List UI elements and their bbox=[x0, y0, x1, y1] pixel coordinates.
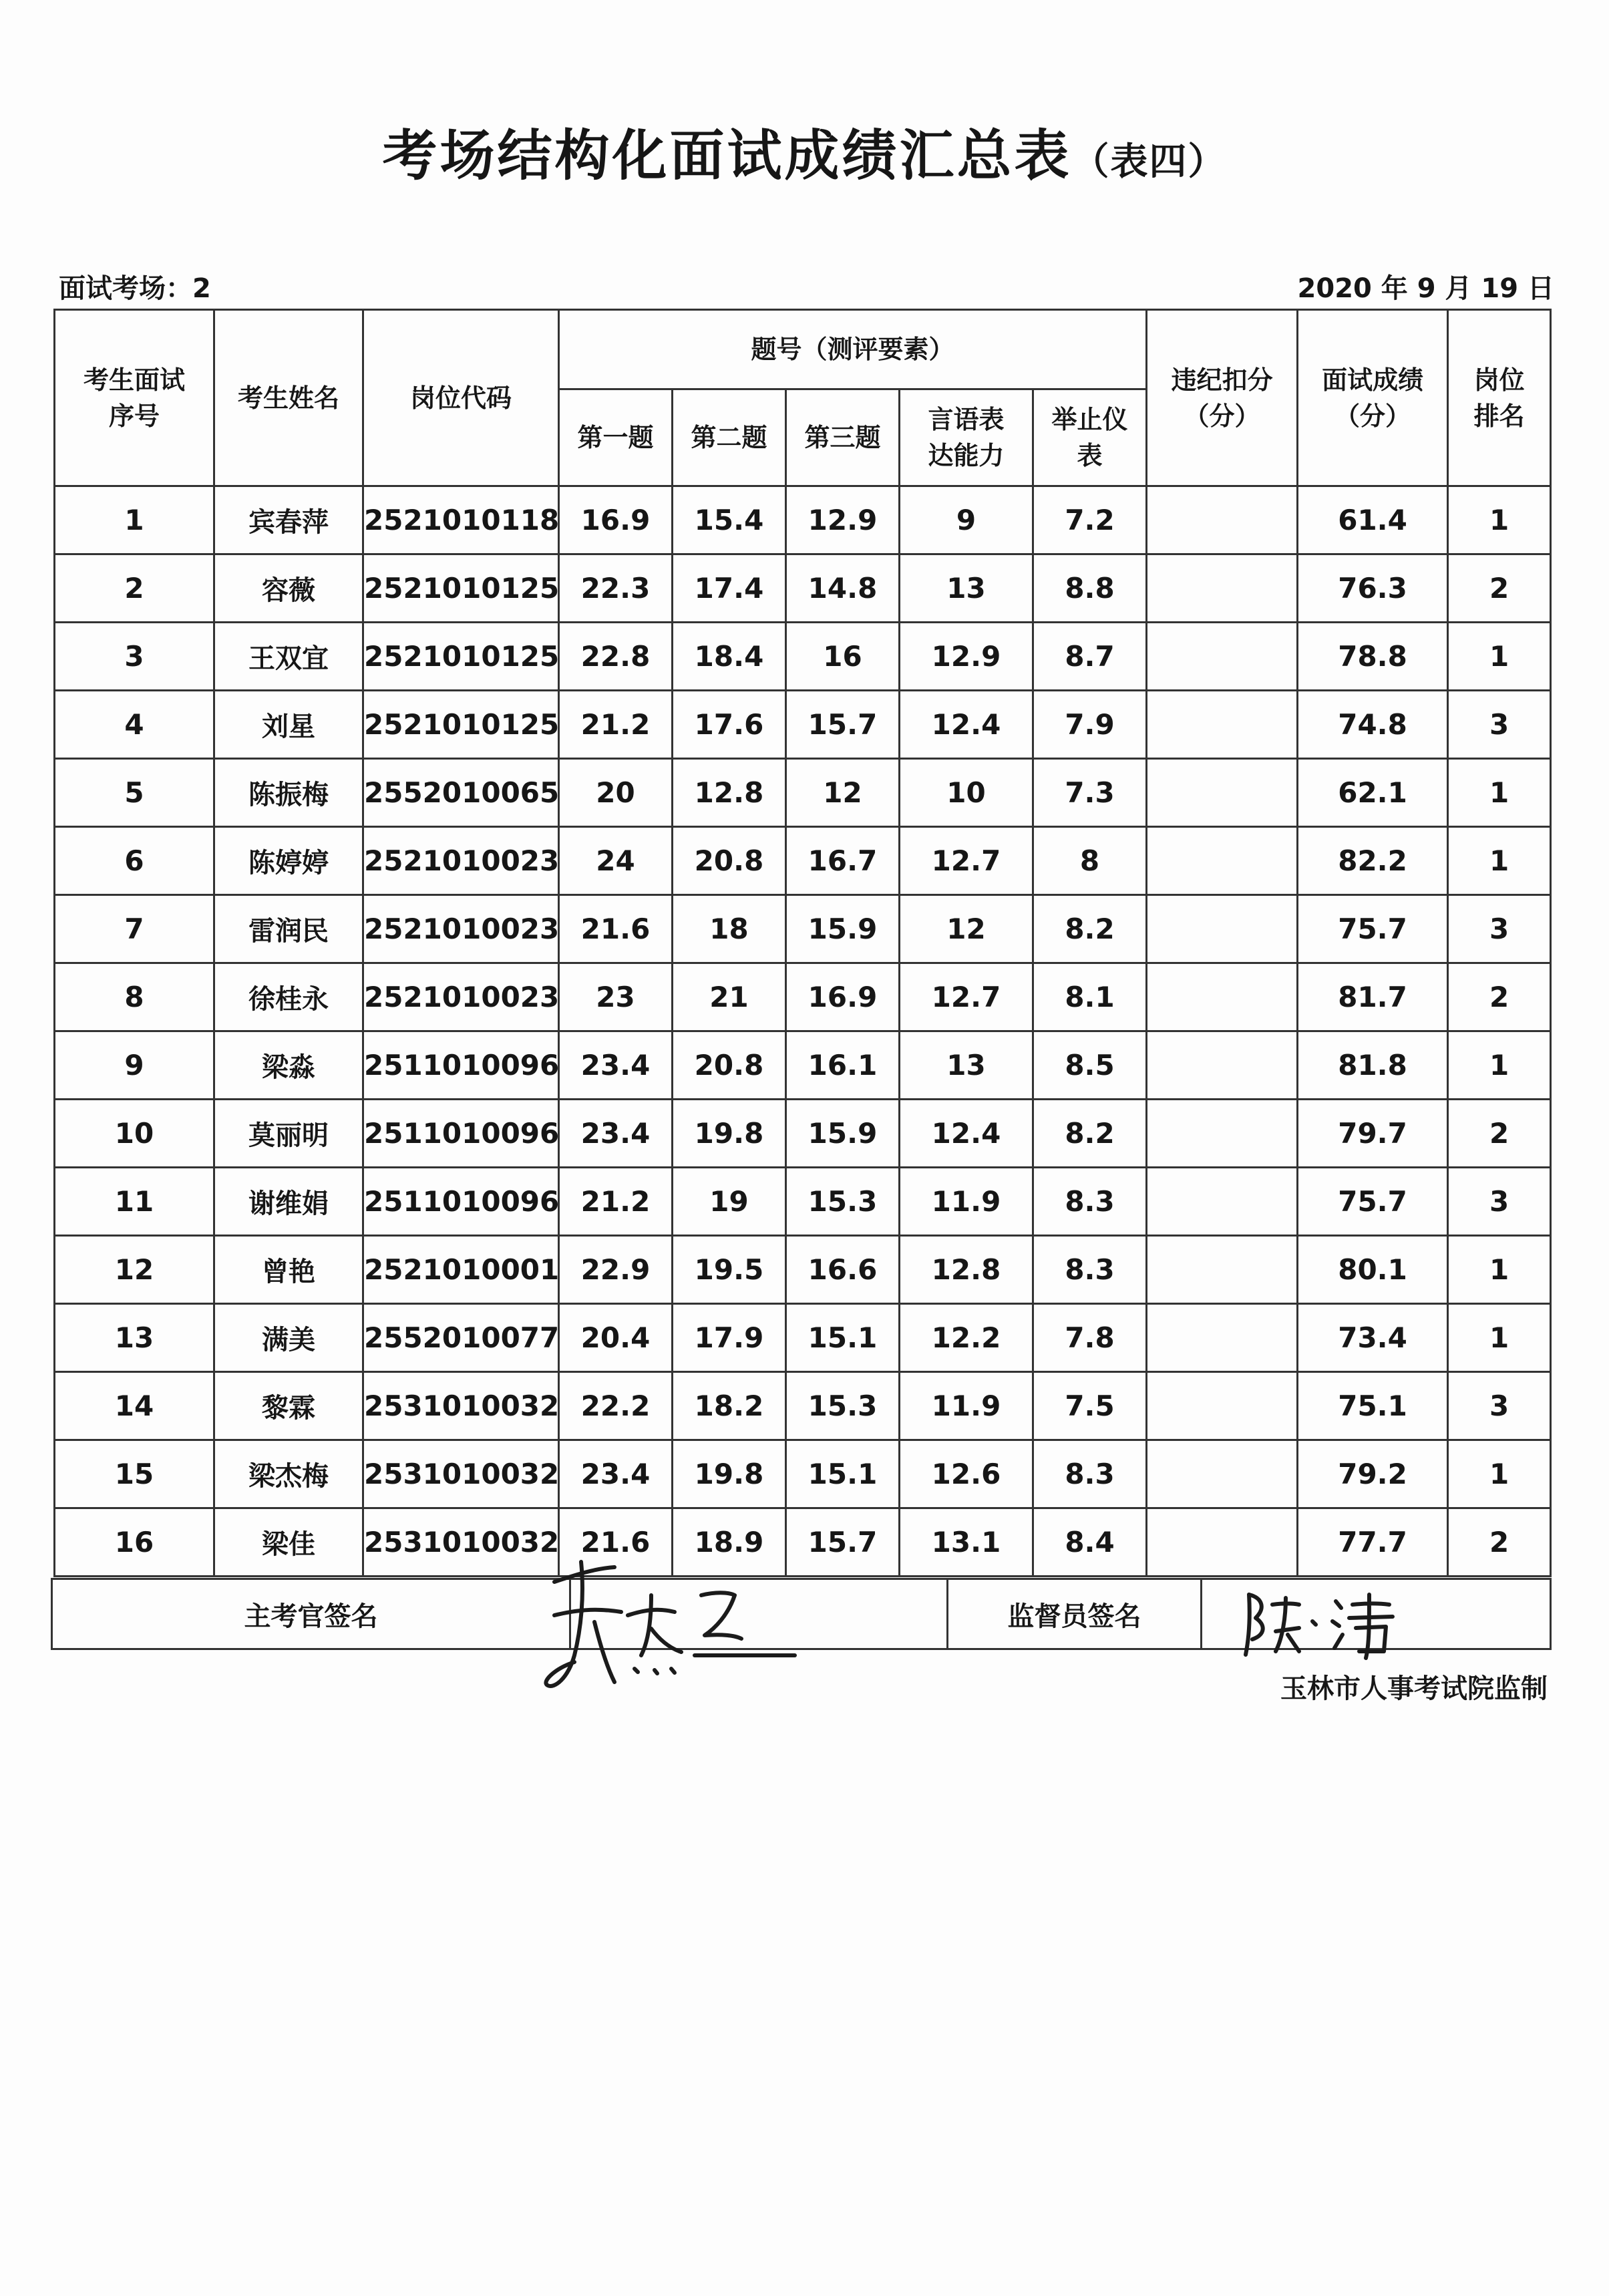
header-code: 岗位代码 bbox=[363, 310, 559, 486]
cell-q1: 21.6 bbox=[559, 1508, 673, 1577]
cell-code: 2552010077 bbox=[363, 1304, 559, 1372]
header-q1: 第一题 bbox=[559, 389, 673, 486]
table-row bbox=[55, 759, 1551, 827]
cell-seq: 5 bbox=[55, 759, 214, 827]
cell-q1: 22.3 bbox=[559, 554, 673, 623]
cell-q1: 20 bbox=[559, 759, 673, 827]
cell-q3: 16 bbox=[786, 623, 900, 691]
cell-q1: 24 bbox=[559, 827, 673, 895]
cell-rank: 1 bbox=[1448, 1031, 1551, 1100]
header-q3: 第三题 bbox=[786, 389, 900, 486]
cell-speech: 12.9 bbox=[900, 623, 1033, 691]
cell-score: 75.1 bbox=[1298, 1372, 1448, 1440]
cell-name: 容薇 bbox=[214, 554, 363, 623]
cell-deduction bbox=[1147, 486, 1298, 554]
cell-q2: 12.8 bbox=[673, 759, 786, 827]
cell-q1: 16.9 bbox=[559, 486, 673, 554]
cell-q2: 19.8 bbox=[673, 1100, 786, 1168]
cell-q1: 22.9 bbox=[559, 1236, 673, 1304]
table-row bbox=[55, 963, 1551, 1031]
cell-speech: 12 bbox=[900, 895, 1033, 963]
cell-q1: 21.2 bbox=[559, 1168, 673, 1236]
cell-rank: 1 bbox=[1448, 623, 1551, 691]
header-rank bbox=[1448, 310, 1551, 486]
cell-q3: 12.9 bbox=[786, 486, 900, 554]
cell-q3: 12 bbox=[786, 759, 900, 827]
header-score-text: 面试成绩（分） bbox=[1322, 365, 1424, 431]
cell-manner: 8.3 bbox=[1033, 1440, 1147, 1508]
cell-q2: 19.5 bbox=[673, 1236, 786, 1304]
cell-rank: 3 bbox=[1448, 691, 1551, 759]
cell-q2: 21 bbox=[673, 963, 786, 1031]
cell-code: 2521010023 bbox=[363, 963, 559, 1031]
cell-q2: 15.4 bbox=[673, 486, 786, 554]
cell-deduction bbox=[1147, 963, 1298, 1031]
cell-speech: 13 bbox=[900, 1031, 1033, 1100]
cell-score: 81.8 bbox=[1298, 1031, 1448, 1100]
exam-date: 2020 年 9 月 19 日 bbox=[1297, 273, 1554, 304]
cell-q1: 21.2 bbox=[559, 691, 673, 759]
cell-q2: 18.9 bbox=[673, 1508, 786, 1577]
cell-manner: 8.3 bbox=[1033, 1236, 1147, 1304]
cell-manner: 8.8 bbox=[1033, 554, 1147, 623]
cell-name: 曾艳 bbox=[214, 1236, 363, 1304]
cell-code: 2511010096 bbox=[363, 1100, 559, 1168]
cell-seq: 6 bbox=[55, 827, 214, 895]
cell-code: 2552010065 bbox=[363, 759, 559, 827]
cell-score: 79.7 bbox=[1298, 1100, 1448, 1168]
cell-q2: 20.8 bbox=[673, 827, 786, 895]
cell-q2: 18.2 bbox=[673, 1372, 786, 1440]
cell-speech: 11.9 bbox=[900, 1372, 1033, 1440]
title-suffix: （表四） bbox=[1071, 140, 1227, 184]
cell-deduction bbox=[1147, 1440, 1298, 1508]
cell-name: 雷润民 bbox=[214, 895, 363, 963]
cell-q1: 20.4 bbox=[559, 1304, 673, 1372]
cell-code: 2531010032 bbox=[363, 1440, 559, 1508]
cell-speech: 13.1 bbox=[900, 1508, 1033, 1577]
cell-manner: 8.2 bbox=[1033, 1100, 1147, 1168]
cell-rank: 1 bbox=[1448, 1440, 1551, 1508]
table-row bbox=[55, 1168, 1551, 1236]
table-row bbox=[55, 1372, 1551, 1440]
cell-seq: 8 bbox=[55, 963, 214, 1031]
exam-room: 面试考场：2 bbox=[59, 273, 211, 304]
cell-q2: 17.6 bbox=[673, 691, 786, 759]
cell-code: 2521010125 bbox=[363, 691, 559, 759]
cell-rank: 3 bbox=[1448, 1372, 1551, 1440]
cell-rank: 1 bbox=[1448, 827, 1551, 895]
cell-speech: 12.4 bbox=[900, 1100, 1033, 1168]
header-speech-text: 言语表达能力 bbox=[928, 405, 1005, 470]
cell-seq: 12 bbox=[55, 1236, 214, 1304]
table-row bbox=[55, 895, 1551, 963]
cell-speech: 12.8 bbox=[900, 1236, 1033, 1304]
cell-name: 莫丽明 bbox=[214, 1100, 363, 1168]
cell-manner: 7.3 bbox=[1033, 759, 1147, 827]
cell-name: 刘星 bbox=[214, 691, 363, 759]
cell-q1: 23.4 bbox=[559, 1100, 673, 1168]
cell-seq: 13 bbox=[55, 1304, 214, 1372]
cell-seq: 10 bbox=[55, 1100, 214, 1168]
cell-manner: 7.2 bbox=[1033, 486, 1147, 554]
cell-manner: 8 bbox=[1033, 827, 1147, 895]
cell-name: 陈婷婷 bbox=[214, 827, 363, 895]
cell-seq: 11 bbox=[55, 1168, 214, 1236]
cell-q2: 19 bbox=[673, 1168, 786, 1236]
cell-score: 82.2 bbox=[1298, 827, 1448, 895]
cell-deduction bbox=[1147, 1236, 1298, 1304]
cell-q3: 15.1 bbox=[786, 1304, 900, 1372]
table-row bbox=[55, 1100, 1551, 1168]
cell-score: 81.7 bbox=[1298, 963, 1448, 1031]
table-body bbox=[55, 486, 1551, 1577]
cell-manner: 7.5 bbox=[1033, 1372, 1147, 1440]
header-seq-text: 考生面试序号 bbox=[83, 365, 186, 431]
table-row bbox=[55, 554, 1551, 623]
cell-manner: 8.7 bbox=[1033, 623, 1147, 691]
cell-deduction bbox=[1147, 1508, 1298, 1577]
cell-code: 2511010096 bbox=[363, 1031, 559, 1100]
cell-name: 满美 bbox=[214, 1304, 363, 1372]
cell-code: 2521010023 bbox=[363, 895, 559, 963]
table-row bbox=[55, 827, 1551, 895]
cell-deduction bbox=[1147, 759, 1298, 827]
table-row bbox=[55, 1440, 1551, 1508]
cell-q1: 22.8 bbox=[559, 623, 673, 691]
table-row bbox=[55, 691, 1551, 759]
cell-q3: 15.7 bbox=[786, 1508, 900, 1577]
cell-seq: 7 bbox=[55, 895, 214, 963]
cell-seq: 4 bbox=[55, 691, 214, 759]
cell-name: 徐桂永 bbox=[214, 963, 363, 1031]
cell-deduction bbox=[1147, 895, 1298, 963]
cell-seq: 9 bbox=[55, 1031, 214, 1100]
cell-manner: 7.9 bbox=[1033, 691, 1147, 759]
cell-q2: 17.4 bbox=[673, 554, 786, 623]
header-speech bbox=[900, 389, 1033, 486]
cell-rank: 1 bbox=[1448, 486, 1551, 554]
cell-speech: 9 bbox=[900, 486, 1033, 554]
header-deduction bbox=[1147, 310, 1298, 486]
cell-q3: 16.7 bbox=[786, 827, 900, 895]
cell-deduction bbox=[1147, 1372, 1298, 1440]
cell-seq: 14 bbox=[55, 1372, 214, 1440]
cell-seq: 15 bbox=[55, 1440, 214, 1508]
cell-code: 2521010023 bbox=[363, 827, 559, 895]
cell-deduction bbox=[1147, 623, 1298, 691]
cell-q3: 15.3 bbox=[786, 1372, 900, 1440]
cell-rank: 1 bbox=[1448, 1236, 1551, 1304]
cell-name: 梁杰梅 bbox=[214, 1440, 363, 1508]
document-title bbox=[0, 112, 1609, 190]
cell-code: 2521010001 bbox=[363, 1236, 559, 1304]
cell-q2: 17.9 bbox=[673, 1304, 786, 1372]
cell-code: 2511010096 bbox=[363, 1168, 559, 1236]
header-deduction-text: 违纪扣分（分） bbox=[1171, 365, 1273, 431]
cell-deduction bbox=[1147, 691, 1298, 759]
cell-seq: 1 bbox=[55, 486, 214, 554]
cell-name: 黎霖 bbox=[214, 1372, 363, 1440]
cell-seq: 3 bbox=[55, 623, 214, 691]
cell-score: 77.7 bbox=[1298, 1508, 1448, 1577]
cell-q2: 20.8 bbox=[673, 1031, 786, 1100]
cell-speech: 10 bbox=[900, 759, 1033, 827]
cell-score: 74.8 bbox=[1298, 691, 1448, 759]
cell-score: 79.2 bbox=[1298, 1440, 1448, 1508]
cell-speech: 12.7 bbox=[900, 963, 1033, 1031]
cell-name: 谢维娟 bbox=[214, 1168, 363, 1236]
header-score bbox=[1298, 310, 1448, 486]
cell-score: 61.4 bbox=[1298, 486, 1448, 554]
chief-signature bbox=[534, 1555, 815, 1709]
table-row bbox=[55, 486, 1551, 554]
header-q2: 第二题 bbox=[673, 389, 786, 486]
cell-name: 王双宜 bbox=[214, 623, 363, 691]
cell-q3: 15.3 bbox=[786, 1168, 900, 1236]
cell-q1: 23.4 bbox=[559, 1440, 673, 1508]
cell-rank: 3 bbox=[1448, 895, 1551, 963]
cell-deduction bbox=[1147, 1304, 1298, 1372]
cell-q3: 16.1 bbox=[786, 1031, 900, 1100]
cell-manner: 8.3 bbox=[1033, 1168, 1147, 1236]
cell-q3: 15.7 bbox=[786, 691, 900, 759]
cell-manner: 8.2 bbox=[1033, 895, 1147, 963]
cell-score: 76.3 bbox=[1298, 554, 1448, 623]
cell-score: 75.7 bbox=[1298, 895, 1448, 963]
cell-deduction bbox=[1147, 1168, 1298, 1236]
cell-code: 2531010032 bbox=[363, 1372, 559, 1440]
cell-q1: 23.4 bbox=[559, 1031, 673, 1100]
table-row bbox=[55, 1236, 1551, 1304]
cell-manner: 8.4 bbox=[1033, 1508, 1147, 1577]
cell-rank: 1 bbox=[1448, 759, 1551, 827]
cell-speech: 12.6 bbox=[900, 1440, 1033, 1508]
cell-q3: 16.6 bbox=[786, 1236, 900, 1304]
cell-q1: 23 bbox=[559, 963, 673, 1031]
cell-rank: 2 bbox=[1448, 963, 1551, 1031]
cell-name: 梁淼 bbox=[214, 1031, 363, 1100]
cell-deduction bbox=[1147, 1031, 1298, 1100]
table-row bbox=[55, 1304, 1551, 1372]
cell-q3: 15.9 bbox=[786, 895, 900, 963]
cell-q3: 15.9 bbox=[786, 1100, 900, 1168]
cell-deduction bbox=[1147, 1100, 1298, 1168]
issuer-footer: 玉林市人事考试院监制 bbox=[1280, 1673, 1548, 1704]
cell-score: 80.1 bbox=[1298, 1236, 1448, 1304]
cell-q2: 19.8 bbox=[673, 1440, 786, 1508]
cell-rank: 3 bbox=[1448, 1168, 1551, 1236]
cell-q1: 22.2 bbox=[559, 1372, 673, 1440]
header-manner-text: 举止仪表 bbox=[1051, 405, 1128, 470]
cell-code: 2521010125 bbox=[363, 554, 559, 623]
header-name: 考生姓名 bbox=[214, 310, 363, 486]
cell-seq: 2 bbox=[55, 554, 214, 623]
cell-rank: 1 bbox=[1448, 1304, 1551, 1372]
cell-rank: 2 bbox=[1448, 1100, 1551, 1168]
score-table bbox=[53, 309, 1552, 1577]
cell-speech: 12.7 bbox=[900, 827, 1033, 895]
cell-score: 62.1 bbox=[1298, 759, 1448, 827]
cell-code: 2531010032 bbox=[363, 1508, 559, 1577]
cell-manner: 7.8 bbox=[1033, 1304, 1147, 1372]
cell-name: 梁佳 bbox=[214, 1508, 363, 1577]
supervisor-signature bbox=[1236, 1585, 1409, 1665]
cell-score: 75.7 bbox=[1298, 1168, 1448, 1236]
header-seq bbox=[55, 310, 214, 486]
cell-score: 78.8 bbox=[1298, 623, 1448, 691]
cell-manner: 8.5 bbox=[1033, 1031, 1147, 1100]
cell-code: 2521010125 bbox=[363, 623, 559, 691]
cell-q1: 21.6 bbox=[559, 895, 673, 963]
cell-q2: 18.4 bbox=[673, 623, 786, 691]
cell-speech: 13 bbox=[900, 554, 1033, 623]
cell-seq: 16 bbox=[55, 1508, 214, 1577]
table-row bbox=[55, 623, 1551, 691]
chief-signature-label: 主考官签名 bbox=[52, 1579, 570, 1649]
cell-manner: 8.1 bbox=[1033, 963, 1147, 1031]
table-row bbox=[55, 1031, 1551, 1100]
cell-speech: 12.2 bbox=[900, 1304, 1033, 1372]
cell-score: 73.4 bbox=[1298, 1304, 1448, 1372]
cell-rank: 2 bbox=[1448, 1508, 1551, 1577]
cell-rank: 2 bbox=[1448, 554, 1551, 623]
header-items-group: 题号（测评要素） bbox=[559, 310, 1147, 389]
cell-name: 宾春萍 bbox=[214, 486, 363, 554]
title-main: 考场结构化面试成绩汇总表 bbox=[382, 124, 1072, 188]
cell-q3: 14.8 bbox=[786, 554, 900, 623]
cell-deduction bbox=[1147, 827, 1298, 895]
cell-speech: 12.4 bbox=[900, 691, 1033, 759]
header-rank-text: 岗位排名 bbox=[1473, 365, 1525, 431]
cell-q3: 15.1 bbox=[786, 1440, 900, 1508]
supervisor-signature-label: 监督员签名 bbox=[948, 1579, 1202, 1649]
header-manner bbox=[1033, 389, 1147, 486]
cell-deduction bbox=[1147, 554, 1298, 623]
cell-q2: 18 bbox=[673, 895, 786, 963]
cell-code: 2521010118 bbox=[363, 486, 559, 554]
cell-speech: 11.9 bbox=[900, 1168, 1033, 1236]
cell-q3: 16.9 bbox=[786, 963, 900, 1031]
cell-name: 陈振梅 bbox=[214, 759, 363, 827]
